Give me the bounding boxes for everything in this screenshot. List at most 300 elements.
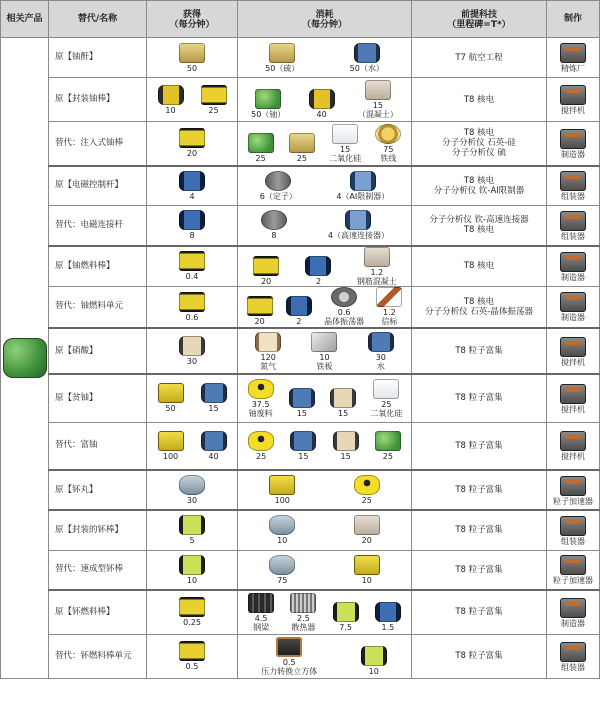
machine-label: 制造器 <box>561 313 585 323</box>
machine-icon <box>560 642 586 662</box>
water-icon <box>354 43 380 63</box>
input-item <box>353 515 381 545</box>
table-row <box>1 328 600 374</box>
input-item <box>260 210 288 240</box>
recipe-name: 原【封装的钚棒】 <box>49 510 147 550</box>
waste-icon <box>354 475 380 495</box>
input-item-name: 二氧化硅 <box>370 408 403 418</box>
input-item <box>375 287 403 326</box>
input-qty: 2 <box>296 317 302 327</box>
plutonium-icon <box>269 555 295 575</box>
input-qty: 10 <box>277 536 288 546</box>
tech-cell <box>412 122 547 166</box>
uranium-fuel-cell-icon <box>179 128 205 148</box>
output-item <box>178 555 206 585</box>
output-cell <box>147 550 238 590</box>
steel-beam-icon <box>248 593 274 613</box>
input-qty: 25 <box>256 451 267 461</box>
input-item <box>252 256 280 286</box>
non-fissile-icon <box>158 383 184 403</box>
non-fissile-icon <box>158 431 184 451</box>
uranium-icon <box>248 133 274 153</box>
tech-cell <box>412 634 547 678</box>
machine-cell <box>547 550 600 590</box>
input-item <box>310 332 338 371</box>
ecr-icon <box>375 602 401 622</box>
machine-cell <box>547 166 600 206</box>
input-item-name: 铁板 <box>316 361 333 371</box>
header-tech: 前提科技 （里程碑=T*） <box>412 1 547 38</box>
input-item-name: 水 <box>376 361 385 371</box>
tech-cell <box>412 590 547 634</box>
machine-label: 搅拌机 <box>561 357 585 367</box>
input-qty: 25 <box>255 153 266 163</box>
aluminum-sheet-icon <box>311 332 337 352</box>
wire-icon <box>375 124 401 144</box>
input-qty: 50（水） <box>349 63 384 73</box>
non-fissile-icon <box>269 475 295 495</box>
machine-label: 制造器 <box>561 272 585 282</box>
input-item <box>268 555 296 585</box>
input-item <box>246 296 274 326</box>
ecr-icon <box>305 256 331 276</box>
yellowcake-icon <box>269 43 295 63</box>
recipe-name: 替代：铀燃料单元 <box>49 286 147 328</box>
input-item <box>353 475 381 505</box>
recipe-name: 替代：富铀 <box>49 422 147 470</box>
input-item <box>247 379 275 418</box>
table-row <box>1 374 600 422</box>
input-item <box>261 637 317 676</box>
table-row <box>1 78 600 122</box>
output-qty: 25 <box>208 105 219 115</box>
uranium-icon <box>375 431 401 451</box>
waste-icon <box>248 431 274 451</box>
output-cell <box>147 38 238 78</box>
input-item <box>260 171 297 201</box>
input-item-name: 晶体振荡器 <box>324 317 365 327</box>
recipe-name: 原【钚燃料棒】 <box>49 590 147 634</box>
output-item <box>157 383 185 413</box>
tech-line: 分子分析仪 硫 <box>452 148 506 159</box>
output-item <box>178 251 206 281</box>
machine-label: 组装器 <box>561 536 585 546</box>
input-item <box>350 43 384 73</box>
input-qty: 4.5 <box>254 613 268 623</box>
input-cell <box>238 422 412 470</box>
tech-line: 分子分析仪 石英-硅 <box>442 138 516 149</box>
recipe-name: 替代：注入式铀棒 <box>49 122 147 166</box>
related-product-cell <box>1 38 49 679</box>
recipe-name: 原【铀酐】 <box>49 38 147 78</box>
machine-label: 制造器 <box>561 618 585 628</box>
tech-cell <box>412 78 547 122</box>
output-qty: 30 <box>186 496 198 505</box>
input-item-name: 二氧化硅 <box>329 153 362 163</box>
machine-label: 精炼厂 <box>561 64 585 73</box>
yellowcake-icon <box>179 43 205 63</box>
machine-label: 组装器 <box>561 662 585 672</box>
input-qty: 40 <box>316 110 327 119</box>
table-row <box>1 122 600 166</box>
recipe-name: 原【铀燃料棒】 <box>49 246 147 287</box>
water-icon <box>290 431 316 451</box>
input-item <box>358 80 398 119</box>
input-item <box>254 332 282 371</box>
recipe-name: 原【硝酸】 <box>49 328 147 374</box>
input-item <box>374 431 402 461</box>
tech-cell <box>412 328 547 374</box>
uranium-fuel-cell-icon <box>179 292 205 312</box>
output-cell <box>147 422 238 470</box>
tech-line: 分子分析仪 钦-AI限制器 <box>433 185 525 196</box>
output-item <box>178 515 206 545</box>
silica-icon <box>332 124 358 144</box>
input-item <box>285 296 313 326</box>
machine-cell <box>547 590 600 634</box>
input-item <box>328 210 389 240</box>
input-qty: 0.6 <box>337 308 351 318</box>
input-item <box>268 515 296 545</box>
recipe-name: 替代：钚燃料棒单元 <box>49 634 147 678</box>
input-item <box>336 171 389 201</box>
machine-label: 搅拌机 <box>561 106 585 115</box>
pressure-cube-icon <box>276 637 302 657</box>
input-item <box>247 431 275 461</box>
output-item <box>157 431 185 461</box>
output-qty: 0.4 <box>185 272 199 281</box>
uranium-fuel-cell-icon <box>253 256 279 276</box>
input-qty: 75 <box>277 575 288 585</box>
input-qty: 100 <box>274 496 290 505</box>
output-qty: 100 <box>162 451 179 461</box>
table-row <box>1 166 600 206</box>
concrete-icon <box>354 515 380 535</box>
input-qty: 15 <box>340 144 351 154</box>
recipe-name: 原【封装铀棒】 <box>49 78 147 122</box>
header-machine: 制作 <box>547 1 600 38</box>
output-cell <box>147 634 238 678</box>
output-item <box>178 597 206 627</box>
machine-cell <box>547 510 600 550</box>
tech-cell <box>412 246 547 287</box>
input-item <box>288 388 316 418</box>
output-qty: 4 <box>189 191 195 201</box>
machine-icon <box>560 476 586 496</box>
output-cell <box>147 246 238 287</box>
machine-cell <box>547 470 600 510</box>
input-qty: 1.2 <box>370 267 384 277</box>
tech-line: T8 核电 <box>463 94 495 105</box>
input-cell <box>238 634 412 678</box>
recipe-name: 原【钚丸】 <box>49 470 147 510</box>
ecr-icon <box>179 171 205 191</box>
tech-cell <box>412 510 547 550</box>
nitric-acid-icon <box>179 336 205 356</box>
beacon-icon <box>376 287 402 307</box>
input-item <box>367 332 395 371</box>
input-item-name: （混凝土） <box>357 110 398 119</box>
machine-icon <box>560 598 586 618</box>
machine-cell <box>547 374 600 422</box>
input-item <box>289 593 317 632</box>
table-row <box>1 206 600 246</box>
tech-line: T7 航空工程 <box>455 52 503 63</box>
machine-cell <box>547 38 600 78</box>
output-cell <box>147 166 238 206</box>
table-row <box>1 510 600 550</box>
machine-cell <box>547 286 600 328</box>
uranium-fuel-cell-icon <box>247 296 273 316</box>
input-qty: 7.5 <box>339 622 352 632</box>
uranium-rod-icon <box>309 89 335 109</box>
output-item <box>157 85 185 115</box>
input-qty: 4（AI限制器） <box>336 191 390 201</box>
input-qty: 50（硫） <box>265 63 300 73</box>
output-qty: 10 <box>165 105 176 115</box>
output-item <box>200 431 228 461</box>
input-qty: 15 <box>340 451 351 461</box>
encased-plutonium-icon <box>361 646 387 666</box>
plutonium-icon <box>269 515 295 535</box>
machine-icon <box>560 85 586 105</box>
input-item <box>251 89 285 119</box>
machine-icon <box>560 337 586 357</box>
machine-label: 粒子加速器 <box>553 496 593 506</box>
output-qty: 0.25 <box>183 618 201 628</box>
encased-plutonium-icon <box>179 555 205 575</box>
plutonium-fuel-icon <box>179 641 205 661</box>
crystal-osc-icon <box>331 287 357 307</box>
tech-line: T8 粒子富集 <box>455 485 503 495</box>
input-qty: 1.2 <box>383 308 396 318</box>
tech-cell <box>412 38 547 78</box>
tech-line: 分子分析仪 石英-晶体振荡器 <box>425 306 533 317</box>
tech-line: T8 粒子富集 <box>455 525 503 536</box>
input-cell <box>238 550 412 590</box>
table-row <box>1 246 600 287</box>
input-item <box>288 133 316 163</box>
input-item-name: 散热器 <box>291 622 316 632</box>
silica-icon <box>373 379 399 399</box>
green-uranium-icon <box>3 338 47 378</box>
input-item <box>374 602 402 632</box>
machine-cell <box>547 246 600 287</box>
machine-label: 搅拌机 <box>561 452 585 462</box>
machine-icon <box>560 43 586 63</box>
input-item-name: 铀废料 <box>248 408 273 418</box>
waste-icon <box>248 379 274 399</box>
input-item <box>360 646 388 676</box>
input-item <box>332 431 360 461</box>
yellowcake-icon <box>289 133 315 153</box>
input-item <box>308 89 336 119</box>
nitric-acid-icon <box>333 431 359 451</box>
stator-icon <box>265 171 291 191</box>
input-cell <box>238 78 412 122</box>
input-cell <box>238 374 412 422</box>
machine-icon <box>560 516 586 536</box>
tech-line: T8 粒子富集 <box>455 564 503 575</box>
machine-cell <box>547 634 600 678</box>
output-cell <box>147 122 238 166</box>
output-qty: 40 <box>208 451 219 461</box>
ecr-icon <box>179 210 205 230</box>
machine-label: 搅拌机 <box>561 404 585 414</box>
input-item-name: 铁线 <box>380 153 397 163</box>
tech-line: T8 粒子富集 <box>455 393 503 404</box>
input-item-name: 钢梁 <box>253 622 270 632</box>
output-cell <box>147 374 238 422</box>
input-cell <box>238 122 412 166</box>
plutonium-fuel-icon <box>179 597 205 617</box>
output-cell <box>147 286 238 328</box>
input-item-name: 信标 <box>381 317 398 327</box>
machine-cell <box>547 328 600 374</box>
machine-cell <box>547 206 600 246</box>
input-item <box>304 256 332 286</box>
input-item <box>268 475 296 505</box>
tech-line: T8 核电 <box>463 175 495 186</box>
table-row <box>1 470 600 510</box>
input-qty: 10 <box>361 575 372 585</box>
ai-limiter-icon <box>350 171 376 191</box>
input-cell <box>238 166 412 206</box>
output-qty: 5 <box>189 536 195 546</box>
input-cell <box>238 328 412 374</box>
tech-line: T8 核电 <box>463 261 495 271</box>
input-item-name: 氮气 <box>260 361 277 371</box>
recipe-name: 原【电磁控制杆】 <box>49 166 147 206</box>
input-qty: 20 <box>361 536 372 546</box>
input-qty: 37.5 <box>251 399 270 409</box>
header-recipe: 替代/名称 <box>49 1 147 38</box>
input-cell <box>238 286 412 328</box>
machine-icon <box>560 292 586 312</box>
input-item <box>332 602 360 632</box>
machine-label: 制造器 <box>561 149 585 159</box>
tech-cell <box>412 166 547 206</box>
hs-connector-icon <box>345 210 371 230</box>
recipe-name: 替代：速成型钚棒 <box>49 550 147 590</box>
concrete-icon <box>365 80 391 100</box>
stator-icon <box>261 210 287 230</box>
tech-cell <box>412 286 547 328</box>
input-cell <box>238 38 412 78</box>
output-qty: 50 <box>165 404 176 414</box>
output-qty: 0.6 <box>185 312 199 322</box>
input-item <box>374 124 402 163</box>
tech-cell <box>412 470 547 510</box>
input-qty: 50（铀） <box>251 110 286 119</box>
output-qty: 0.5 <box>185 662 199 671</box>
input-qty: 75 <box>383 144 394 154</box>
table-row <box>1 286 600 328</box>
uranium-fuel-cell-icon <box>179 251 205 271</box>
nitrogen-icon <box>255 332 281 352</box>
tech-line: T8 粒子富集 <box>455 607 503 618</box>
input-qty: 4（高速连接器） <box>327 231 390 241</box>
output-item <box>178 336 206 366</box>
input-qty: 20 <box>254 317 265 327</box>
output-item <box>178 171 206 201</box>
input-cell <box>238 590 412 634</box>
output-cell <box>147 206 238 246</box>
input-qty: 120 <box>260 352 276 362</box>
output-qty: 30 <box>186 357 198 366</box>
input-qty: 20 <box>261 276 272 286</box>
input-item <box>265 43 299 73</box>
table-row <box>1 38 600 78</box>
machine-icon <box>560 211 586 231</box>
uranium-rod-icon <box>158 85 184 105</box>
input-qty: 25 <box>382 451 393 461</box>
input-item <box>289 431 317 461</box>
water-icon <box>368 332 394 352</box>
recipe-name: 原【贫铀】 <box>49 374 147 422</box>
output-cell <box>147 328 238 374</box>
tech-cell <box>412 206 547 246</box>
input-qty: 15 <box>296 408 307 418</box>
input-item <box>329 124 361 163</box>
input-item <box>370 379 402 418</box>
tech-line: T8 粒子富集 <box>455 440 503 451</box>
machine-icon <box>560 171 586 191</box>
input-item-name: 压力转换立方体 <box>261 666 318 676</box>
output-qty: 10 <box>186 575 198 585</box>
input-qty: 2.5 <box>297 613 310 623</box>
header-related: 相关产品 <box>1 1 49 38</box>
table-row <box>1 422 600 470</box>
concrete-icon <box>364 247 390 267</box>
encased-plutonium-icon <box>179 515 205 535</box>
table-row <box>1 550 600 590</box>
output-qty: 20 <box>186 149 198 159</box>
tech-line: T8 核电 <box>463 296 495 307</box>
output-cell <box>147 78 238 122</box>
machine-cell <box>547 122 600 166</box>
tech-line: T8 核电 <box>463 225 495 236</box>
input-qty: 1.5 <box>381 622 395 632</box>
encased-plutonium-icon <box>333 602 359 622</box>
machine-cell <box>547 78 600 122</box>
output-qty: 8 <box>189 231 195 241</box>
machine-icon <box>560 555 586 575</box>
tech-cell <box>412 374 547 422</box>
input-qty: 15 <box>372 101 383 110</box>
machine-icon <box>560 431 586 451</box>
output-item <box>178 292 206 322</box>
output-cell <box>147 470 238 510</box>
input-item <box>329 388 357 418</box>
input-qty: 0.5 <box>282 657 296 667</box>
output-item <box>178 210 206 240</box>
machine-icon <box>560 384 586 404</box>
machine-label: 组装器 <box>561 231 585 241</box>
output-qty: 50 <box>186 63 198 73</box>
input-qty: 30 <box>375 352 386 362</box>
machine-label: 组装器 <box>561 192 585 202</box>
input-cell <box>238 470 412 510</box>
output-item <box>178 641 206 671</box>
input-qty: 8 <box>271 231 277 241</box>
header-obtain: 获得 （每分钟） <box>147 1 238 38</box>
water-icon <box>201 431 227 451</box>
output-item <box>178 475 206 505</box>
input-cell <box>238 246 412 287</box>
output-item <box>178 43 206 73</box>
non-fissile-icon <box>354 555 380 575</box>
